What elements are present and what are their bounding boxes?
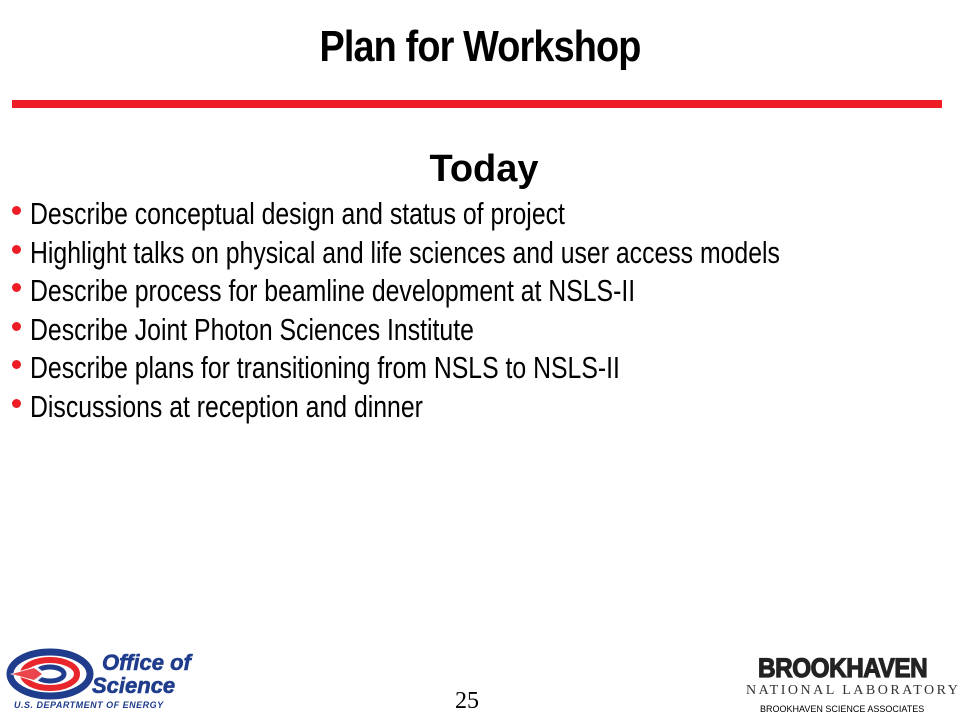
bullet-dot-icon bbox=[12, 399, 21, 408]
bullet-dot-icon bbox=[12, 283, 21, 292]
bullet-dot-icon bbox=[12, 360, 21, 369]
bullet-item bbox=[12, 350, 957, 389]
bullet-dot-icon bbox=[12, 206, 21, 215]
bullet-item bbox=[12, 235, 957, 274]
bullet-dot-icon bbox=[12, 322, 21, 331]
science-label: Science bbox=[92, 673, 176, 698]
bullet-text: Discussions at reception and dinner bbox=[30, 388, 423, 424]
title-divider bbox=[12, 100, 942, 108]
office-of-science-swirl-icon bbox=[6, 646, 96, 702]
page-number: 25 bbox=[455, 688, 479, 714]
bullet-item bbox=[12, 273, 957, 312]
bullet-list bbox=[12, 196, 957, 427]
section-heading: Today bbox=[429, 148, 539, 190]
bullet-dot-icon bbox=[12, 245, 21, 254]
national-laboratory-label: NATIONAL LABORATORY bbox=[746, 683, 960, 698]
bullet-text: Describe conceptual design and status of project bbox=[30, 196, 565, 231]
bullet-text: Describe Joint Photon Sciences Institute bbox=[30, 311, 474, 347]
bullet-item bbox=[12, 312, 957, 351]
bullet-text: Describe process for beamline development at NSLS-II bbox=[30, 273, 636, 308]
bullet-item bbox=[12, 389, 957, 428]
office-of-science-logo bbox=[6, 646, 206, 716]
office-of-label: Office of bbox=[102, 650, 191, 675]
slide-title: Plan for Workshop bbox=[319, 22, 641, 71]
department-label: U.S. DEPARTMENT OF ENERGY bbox=[14, 700, 164, 710]
brookhaven-logo bbox=[740, 653, 960, 718]
bullet-text: Describe plans for transitioning from NSLS to NSLS-II bbox=[30, 350, 620, 385]
science-associates-label: BROOKHAVEN SCIENCE ASSOCIATES bbox=[760, 704, 925, 714]
bullet-item bbox=[12, 196, 957, 235]
brookhaven-wordmark: BROOKHAVEN bbox=[758, 653, 928, 683]
bullet-text: Highlight talks on physical and life sciences and user access models bbox=[30, 234, 780, 270]
